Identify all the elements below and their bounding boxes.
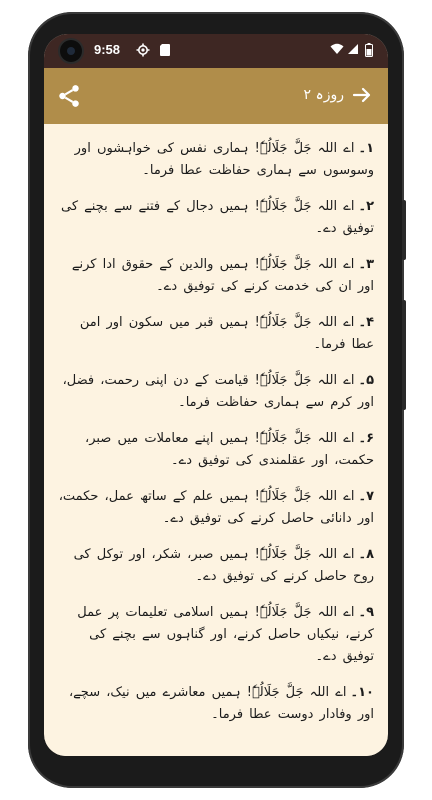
screen (44, 34, 388, 756)
dua-number: ۱۰۔ (350, 685, 374, 700)
status-time: 9:58 (94, 42, 121, 57)
share-icon[interactable] (56, 83, 82, 109)
dua-item (58, 682, 374, 726)
bottom-edge (44, 738, 388, 756)
dua-number: ۳۔ (358, 257, 374, 272)
front-camera (60, 40, 82, 62)
settings-icon (136, 43, 150, 57)
dua-number: ۲۔ (358, 199, 374, 214)
dua-text: اے اللہ جَلَّ جَلَالُہٗ! ہمیں معاشرے میں نیک، سچے، اور وفادار دوست عطا فرما۔ (68, 685, 374, 722)
dua-number: ۴۔ (358, 315, 374, 330)
dua-text: اے اللہ جَلَّ جَلَالُہٗ! ہماری نفس کی خواہشوں اور وسوسوں سے ہماری حفاظت عطا فرما۔ (74, 141, 374, 178)
dua-list (44, 124, 388, 726)
dua-item (58, 254, 374, 298)
dua-item (58, 602, 374, 668)
dua-number: ۷۔ (358, 489, 374, 504)
dua-number: ۸۔ (358, 547, 374, 562)
dua-item (58, 544, 374, 588)
dua-text: اے اللہ جَلَّ جَلَالُہٗ! قیامت کے دن اپنی رحمت، فضل، اور کرم سے ہماری حفاظت فرما۔ (62, 373, 374, 410)
dua-text: اے اللہ جَلَّ جَلَالُہٗ! ہمیں والدین کے حقوق ادا کرنے اور ان کی خدمت کرنے کی توفیق دے۔ (71, 257, 374, 294)
dua-text: اے اللہ جَلَّ جَلَالُہٗ! ہمیں علم کے ساتھ عمل، حکمت، اور دانائی حاصل کرنے کی توفیق دے۔ (58, 489, 374, 526)
dua-item (58, 428, 374, 472)
app-bar (44, 68, 388, 124)
dua-number: ۹۔ (358, 605, 374, 620)
dua-number: ۱۔ (358, 141, 374, 156)
sd-card-icon (158, 43, 172, 57)
arrow-forward-icon[interactable] (350, 83, 374, 107)
signal-icon (346, 43, 360, 57)
dua-text: اے اللہ جَلَّ جَلَالُہٗ! ہمیں اسلامی تعلیمات پر عمل کرنے، نیکیاں حاصل کرنے، اور گناہوں سے بچنے کی توفیق دے۔ (77, 605, 374, 664)
dua-text: اے اللہ جَلَّ جَلَالُہٗ! ہمیں دجال کے فتنے سے بچنے کی توفیق دے۔ (60, 199, 374, 236)
dua-number: ۶۔ (358, 431, 374, 446)
dua-item (58, 486, 374, 530)
battery-icon (362, 43, 376, 57)
dua-content[interactable] (44, 124, 388, 756)
wifi-icon (330, 43, 344, 57)
dua-text: اے اللہ جَلَّ جَلَالُہٗ! ہمیں قبر میں سکون اور امن عطا فرما۔ (79, 315, 374, 352)
dua-item (58, 196, 374, 240)
power-button (402, 300, 406, 410)
volume-button (402, 200, 406, 260)
dua-item (58, 312, 374, 356)
dua-item (58, 370, 374, 414)
dua-number: ۵۔ (358, 373, 374, 388)
dua-item (58, 138, 374, 182)
page-title: روزہ ۲ (303, 87, 344, 103)
status-bar (44, 34, 388, 68)
dua-text: اے اللہ جَلَّ جَلَالُہٗ! ہمیں صبر، شکر، اور توکل کی روح حاصل کرنے کی توفیق دے۔ (73, 547, 374, 584)
dua-text: اے اللہ جَلَّ جَلَالُہٗ! ہمیں اپنے معاملات میں صبر، حکمت، اور عقلمندی کی توفیق دے۔ (85, 431, 374, 468)
